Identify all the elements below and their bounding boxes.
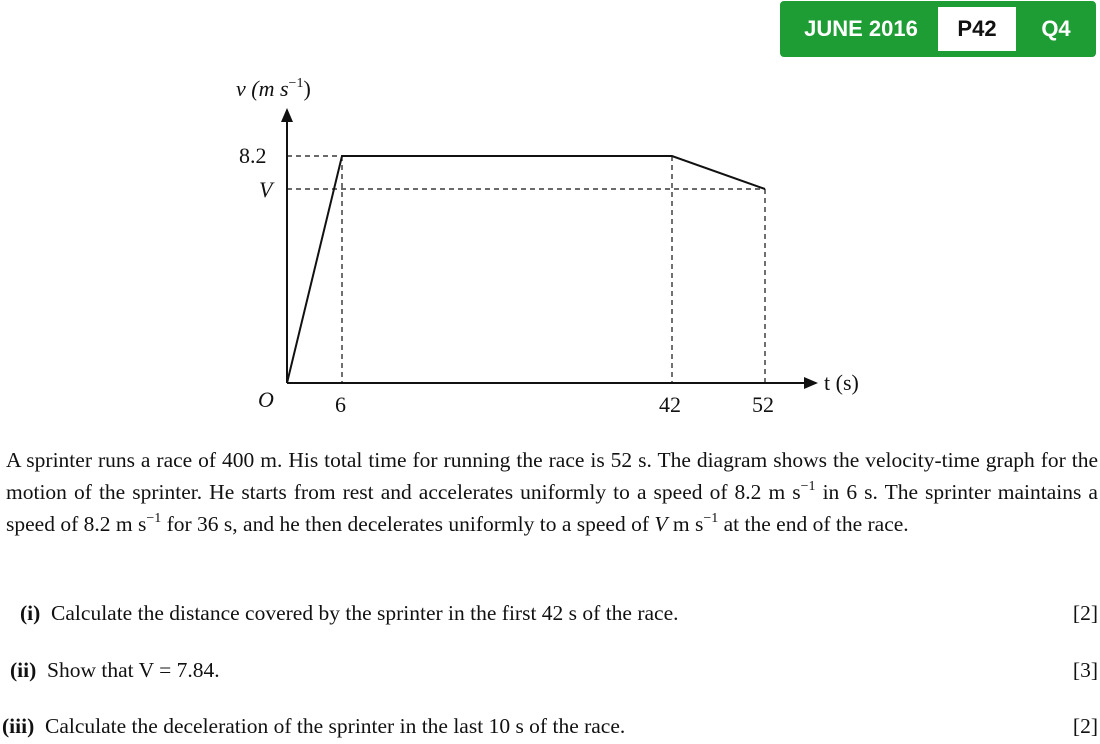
question-part-i (0, 598, 1100, 628)
x-tick-42: 42 (659, 392, 681, 417)
marks: [2] (1072, 714, 1098, 738)
question-part-ii (0, 655, 1100, 685)
marks: [2] (1072, 601, 1098, 625)
part-text: Calculate the deceleration of the sprinter in the last 10 s of the race. (45, 714, 626, 738)
question-part-iii (0, 711, 1100, 741)
velocity-time-graph (0, 60, 1100, 430)
badge-paper: P42 (938, 7, 1016, 51)
x-tick-52: 52 (752, 392, 774, 417)
question-stem: A sprinter runs a race of 400 m. His total time for running the race is 52 s. The diagram shows the velocity-time graph for the motion of the sprinter. He starts from rest and accelerates uniformly to a speed of 8.2 m $s^{-1}$ in 6 s. The sprinter maintains a speed of 8.2 m $s^{-1}$ for 36 s, and he then decelerates uniformly to a speed of V m $s^{-1}$ at the end of the race. (6, 448, 1098, 536)
x-tick-6: 6 (335, 392, 346, 417)
badge-session: JUNE 2016 (804, 16, 918, 41)
badge-question: Q4 (1041, 16, 1071, 41)
x-axis-label: t (s) (824, 370, 859, 395)
marks: [3] (1072, 658, 1098, 682)
part-label: (i) (20, 601, 41, 625)
y-tick-8-2: 8.2 (239, 143, 267, 168)
origin-label: O (258, 387, 274, 412)
part-label: (iii) (2, 714, 35, 738)
part-text: Show that V = 7.84. (47, 658, 220, 682)
y-axis-label: v (m $s^{-1}$) (236, 76, 311, 101)
question-badge (780, 1, 1096, 57)
velocity-line (287, 156, 765, 383)
y-tick-v: V (259, 177, 273, 202)
part-text: Calculate the distance covered by the sprinter in the first 42 s of the race. (51, 601, 679, 625)
part-label: (ii) (10, 658, 37, 682)
